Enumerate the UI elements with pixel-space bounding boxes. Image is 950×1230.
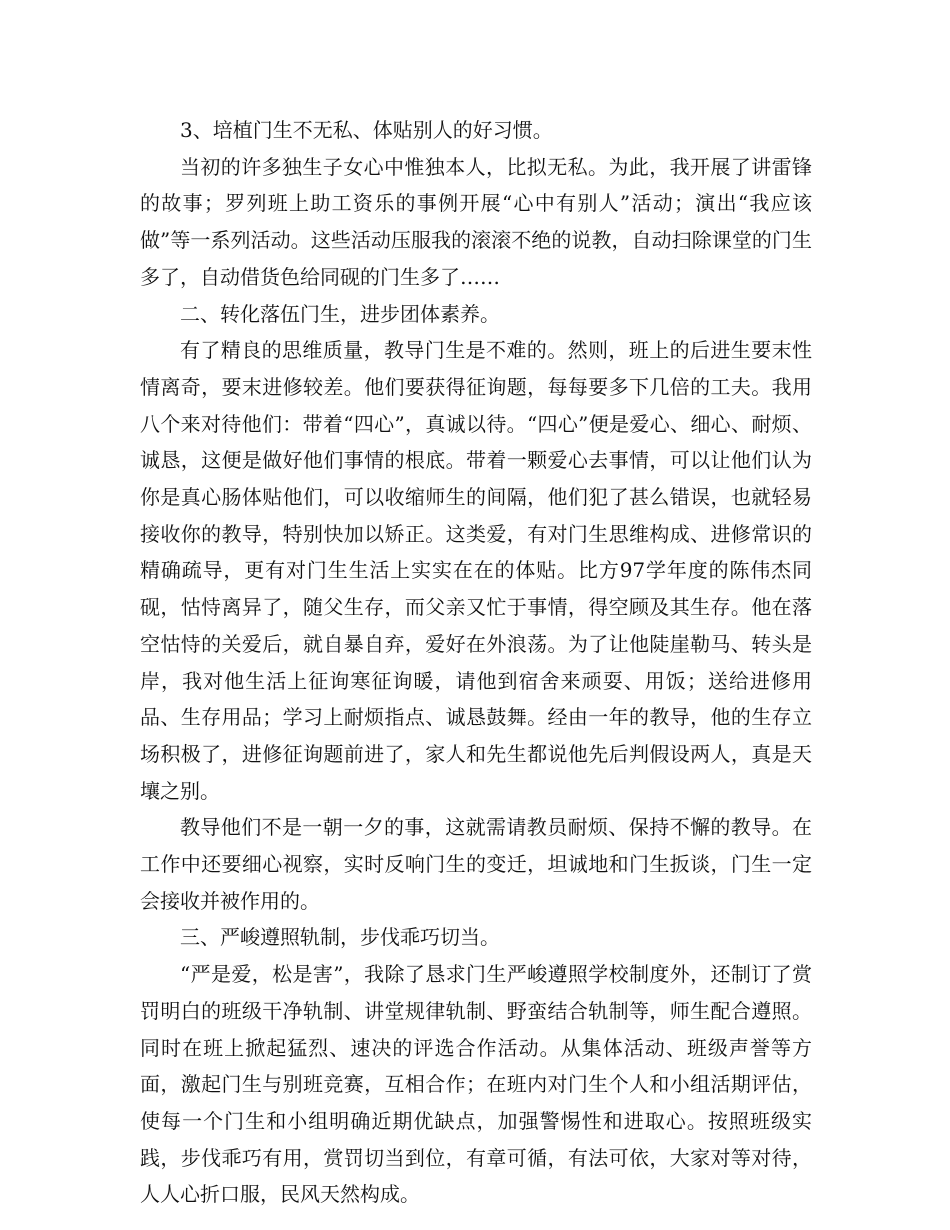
document-body: [140, 112, 812, 1213]
paragraph-habit-heading: 3、培植门生不无私、体贴别人的好习惯。: [180, 118, 553, 142]
paragraph-rules: “严是爱，松是害”，我除了恳求门生严峻遵照学校制度外，还制订了赏罚明白的班级干净轨制、讲堂规律轨制、野蛮结合轨制等，师生配合遵照。同时在班上掀起猛烈、速决的评选合作活动。从集体活动、班级声誉等方面，激起门生与别班竞赛，互相合作；在班内对门生个人和小组活期评估，使每一个门生和小组明确近期优缺点，加强警惕性和进取心。按照班级实践，步伐乖巧有用，赏罚切当到位，有章可循，有法可依，大家对等对待，人人心折口服，民风天然构成。: [140, 962, 812, 1207]
paragraph-patience: 教导他们不是一朝一夕的事，这就需请教员耐烦、保持不懈的教导。在工作中还要细心视察，实时反响门生的变迁，坦诚地和门生扳谈，门生一定会接收并被作用的。: [140, 815, 812, 913]
paragraph-backward-students: 有了精良的思维质量，教导门生是不难的。然则，班上的后进生要末性情离奇，要末进修较差。他们要获得征询题，每每要多下几倍的工夫。我用八个来对待他们：带着“四心”，真诚以待。“四心”便是爱心、细心、耐烦、诚恳，这便是做好他们事情的根底。带着一颗爱心去事情，可以让他们认为你是真心肠体贴他们，可以收缩师生的间隔，他们犯了甚么错误，也就轻易接收你的教导，特别快加以矫正。这类爱，有对门生思维构成、进修常识的精确疏导，更有对门生生活上实实在在的体贴。比方97学年度的陈伟杰同砚，怙恃离异了，随父生存，而父亲又忙于事情，得空顾及其生存。他在落空怙恃的关爱后，就自暴自弃，爱好在外浪荡。为了让他陡崖勒马、转头是岸，我对他生活上征询寒征询暖，请他到宿舍来顽耍、用饭；送给进修用品、生存用品；学习上耐烦指点、诚恳鼓舞。经由一年的教导，他的生存立场积极了，进修征询题前进了，家人和先生都说他先后判假设两人，真是天壤之别。: [140, 338, 812, 803]
section-heading-two: 二、转化落伍门生，进步团体素养。: [180, 301, 500, 326]
section-heading-three: 三、严峻遵照轨制，步伐乖巧切当。: [180, 925, 500, 950]
paragraph-habit-body: 当初的许多独生子女心中惟独本人，比拟无私。为此，我开展了讲雷锋的故事；罗列班上助工资乐的事例开展“心中有别人”活动；演出“我应该做”等一系列活动。这些活动压服我的滚滚不绝的说教，自动扫除课堂的门生多了，自动借货色给同砚的门生多了……: [140, 154, 812, 289]
